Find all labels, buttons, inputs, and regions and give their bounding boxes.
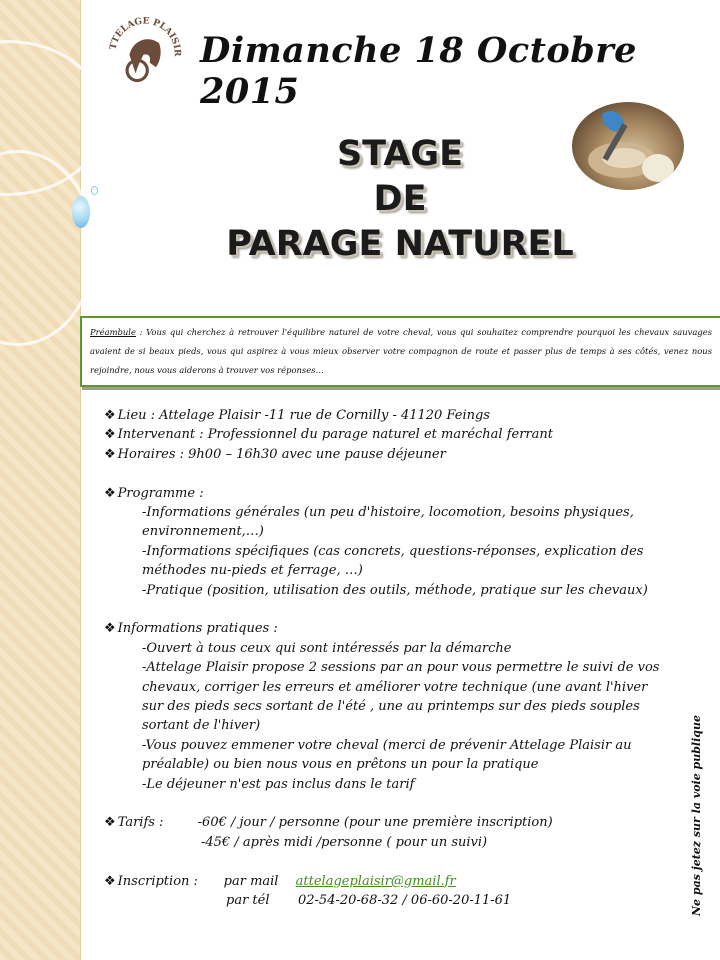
decorative-sidebar <box>0 0 81 960</box>
list-item: -Informations générales (un peu d'histoire, locomotion, besoins physiques, <box>142 505 634 521</box>
list-item: environnement,…) <box>142 524 264 540</box>
list-item: sortant de l'hiver) <box>142 718 261 734</box>
pratiques-heading: ❖ Informations pratiques : <box>104 621 278 637</box>
info-lieu: ❖ Lieu : Attelage Plaisir -11 rue de Cornilly - 41120 Feings <box>104 408 490 423</box>
list-item: -Le déjeuner n'est pas inclus dans le tarif <box>142 776 415 792</box>
mail-label: par mail <box>223 873 279 889</box>
bullet-icon: ❖ <box>104 427 116 443</box>
programme-heading: ❖ Programme : <box>104 485 204 501</box>
inscription-row <box>104 872 684 891</box>
tarifs-row <box>104 813 684 832</box>
list-item: préalable) ou bien nous vous en prêtons un pour la pratique <box>142 757 539 773</box>
event-date: Dimanche 18 Octobre 2015 <box>200 30 637 112</box>
attelage-plaisir-logo <box>106 8 184 86</box>
svg-text:ATTELAGE PLAISIR: TTELAGE PLAISIR <box>108 16 182 57</box>
list-item: -Informations spécifiques (cas concrets, questions-réponses, explication des <box>142 543 644 559</box>
bubble-decoration <box>91 186 98 195</box>
list-item: -Ouvert à tous ceux qui sont intéressés par la démarche <box>142 640 512 656</box>
bullet-icon: ❖ <box>104 485 116 501</box>
title-line: STAGE <box>336 134 464 174</box>
list-item: méthodes nu-pieds et ferrage, …) <box>142 563 363 579</box>
phone-numbers: 02-54-20-68-32 / 06-60-20-11-61 <box>298 893 512 909</box>
preamble-box <box>80 316 720 387</box>
list-item: -Attelage Plaisir propose 2 sessions par an pour vous permettre le suivi de vos <box>142 660 660 676</box>
title-line: PARAGE NATUREL <box>226 224 574 264</box>
bullet-icon: ❖ <box>104 815 116 831</box>
tarif-line: -60€ / jour / personne (pour une première inscription) <box>197 815 553 831</box>
preamble-text: : Vous qui cherchez à retrouver l'équilibre naturel de votre cheval, vous qui souhaitez comprendre pourquoi les chevaux sauvages avaient de si beaux pieds, vous qui aspirez à vous mieux observer votre compagnon de route et passer plus de temps à ses côtés, venez nous rejoindre, nous vous aiderons à trouver vos réponses… <box>90 327 712 375</box>
bullet-icon: ❖ <box>104 621 116 637</box>
list-item: -Vous pouvez emmener votre cheval (merci de prévenir Attelage Plaisir au <box>142 737 632 753</box>
title-line: DE <box>373 179 427 219</box>
info-intervenant: ❖ Intervenant : Professionnel du parage naturel et maréchal ferrant <box>104 427 553 443</box>
event-details <box>104 406 684 911</box>
event-title <box>200 132 600 267</box>
preamble-label: Préambule <box>90 327 136 337</box>
email-link[interactable]: attelageplaisir@gmail.fr <box>295 873 456 889</box>
list-item: chevaux, corriger les erreurs et améliorer votre technique (une avant l'hiver <box>142 679 648 695</box>
droplet-decoration <box>72 196 90 228</box>
tarifs-heading: Tarifs : <box>117 815 164 831</box>
tel-label: par tél <box>226 893 270 909</box>
tarif-line: -45€ / après midi /personne ( pour un suivi) <box>201 834 488 850</box>
phone-row <box>104 891 684 910</box>
list-item: sur des pieds secs sortant de l'été , une au printemps sur des pieds souples <box>142 699 640 715</box>
bullet-icon: ❖ <box>104 873 116 889</box>
bullet-icon: ❖ <box>104 408 116 423</box>
list-item: -Pratique (position, utilisation des outils, méthode, pratique sur les chevaux) <box>142 582 648 598</box>
side-note: Ne pas jetez sur la voie publique <box>690 715 703 916</box>
bullet-icon: ❖ <box>104 446 116 462</box>
inscription-heading: Inscription : <box>117 873 198 889</box>
info-horaires: ❖ Horaires : 9h00 – 16h30 avec une pause déjeuner <box>104 446 446 462</box>
